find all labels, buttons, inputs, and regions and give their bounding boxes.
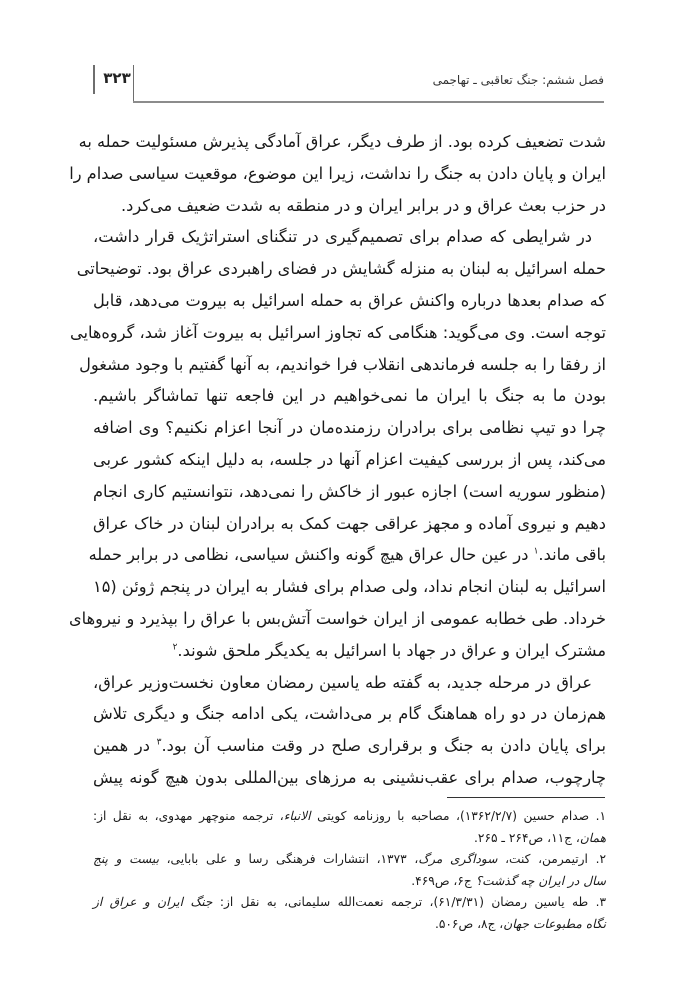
text-segment: در همین [93, 736, 157, 756]
text-line: چرا دو تیپ نظامی برای برادران رزمنده‌مان در آنجا اعزام نکنیم؟ وی اضافه [93, 418, 606, 438]
text-segment: مشترک ایران و عراق در جهاد با اسرائیل به یکدیگر ملحق شوند. [177, 640, 606, 660]
text-line [88, 539, 606, 571]
fn-text: ۲. ارتیمرمن، کنت، [497, 852, 606, 867]
text-line: اسرائیل به لبنان انجام نداد، ولی صدام برای فشار به ایران در پنجم ژوئن (۱۵ [93, 577, 606, 597]
fn-text: ج۶، ص۴۶۹. [411, 873, 476, 888]
fn-text: ، ج۸، ص۵۰۶. [434, 916, 504, 931]
fn-italic-title: همان [579, 830, 606, 845]
text-segment: باقی ماند. [538, 545, 606, 565]
text-line: توجه است. وی می‌گوید: هنگامی که تجاوز اسرائیل به بیروت آغاز شد، گروه‌هایی [69, 322, 606, 342]
fn-text: ۱. صدام حسین (۱۳۶۲/۲/۷)، مصاحبه با روزنامه کویتی [310, 809, 606, 823]
footnote-1-line-2 [93, 828, 606, 850]
text-line: هم‌زمان در دو راه هماهنگ گام بر می‌داشت، یکی ادامه جنگ و دیگری تلاش [93, 704, 606, 724]
header-left-bar [93, 65, 95, 94]
footnote-ref-3[interactable]: ۳ [156, 737, 162, 748]
text-line: در حزب بعث عراق و در برابر ایران و در منطقه به شدت ضعیف می‌کرد. [120, 195, 606, 215]
body-text [69, 126, 606, 794]
text-line [93, 635, 606, 667]
text-line: شدت تضعیف کرده بود. از طرف دیگر، عراق آمادگی پذیرش مسئولیت حمله به [78, 132, 606, 151]
text-segment: برای پایان دادن به جنگ و برقراری صلح در وقت مناسب آن بود. [161, 736, 606, 756]
fn-text: ، ترجمه منوچهر مهدوی، به نقل از: [93, 809, 284, 823]
footnote-separator [447, 797, 605, 798]
fn-text: ۳. طه یاسین رمضان (۶۱/۳/۳۱)، ترجمه نعمت‌الله سلیمانی، به نقل از: [212, 895, 607, 910]
text-line: (منظور سوریه است) اجازه عبور از خاکش را نمی‌دهد، نتوانستیم کاری انجام [93, 481, 606, 501]
footnote-3-line-1 [93, 892, 606, 914]
text-line: که صدام بعدها درباره واکنش عراق به حمله اسرائیل به بیروت می‌دهد، قابل [93, 290, 606, 310]
text-line: از رفقا را به جلسه فرماندهی انقلاب فرا خواندیم، به آنها گفتیم با وجود مشغول [79, 354, 606, 374]
chapter-title: فصل ششم: جنگ تعاقبی ـ تهاجمی [432, 73, 604, 87]
footnote-3-line-2 [93, 914, 606, 936]
fn-italic-title: بیست و پنج [93, 852, 159, 867]
footnote-1-line-1 [93, 806, 606, 828]
fn-text: ، ۱۳۷۳، انتشارات فرهنگی رسا و علی بابایی، [159, 852, 419, 867]
fn-italic-title: الانباء [283, 809, 311, 823]
text-line [93, 730, 606, 762]
paragraph-start-line: عراق در مرحله جدید، به گفته طه یاسین رمضان معاون نخست‌وزیر عراق، [93, 672, 592, 692]
text-segment: در عین حال عراق هیچ گونه واکنش سیاسی، نظامی در برابر حمله [88, 545, 534, 565]
page-number: ۳۲۳ [103, 69, 131, 87]
fn-italic-title: سوداگری مرگ [418, 852, 498, 867]
footnote-2-line-1 [93, 849, 606, 871]
text-line: چارچوب، صدام برای عقب‌نشینی به مرزهای بین‌المللی بدون هیچ گونه پیش [93, 767, 606, 787]
text-line: دهیم و نیروی آماده و مجهز عراقی جهت کمک به برادران لبنان در خاک عراق [93, 513, 606, 533]
fn-italic-title: سال در ایران چه گذشت؟ [475, 873, 606, 888]
footnotes [93, 806, 606, 936]
text-line: ایران و پایان دادن به جنگ را نداشت، زیرا این موضوع، موقعیت سیاسی صدام را [69, 163, 606, 183]
header-divider [133, 65, 134, 102]
running-header [93, 65, 606, 103]
paragraph-start-line: در شرایطی که صدام برای تصمیم‌گیری در تنگنای استراتژیک قرار داشت، [93, 227, 592, 247]
header-rule [133, 101, 604, 103]
fn-italic-title: جنگ ایران و عراق از [93, 895, 213, 910]
footnote-2-line-2 [93, 871, 606, 893]
fn-italic-title: نگاه مطبوعات جهان [503, 916, 606, 931]
fn-text: ، ج۱۱، ص۲۶۴ ـ ۲۶۵. [474, 830, 580, 845]
text-line: بودن ما به جنگ با ایران ما نمی‌خواهیم در این فاجعه تنها تماشاگر باشیم. [93, 386, 606, 406]
text-line: خرداد. طی خطابه عمومی از ایران خواست آتش‌بس با عراق را بپذیرد و نیروهای [69, 608, 606, 628]
footnote-ref-2[interactable]: ۲ [172, 642, 178, 653]
footnote-ref-1[interactable]: ۱ [533, 546, 539, 557]
text-line: می‌کند، پس از بررسی کیفیت اعزام آنها در جلسه، به دلیل اینکه کشور عربی [93, 449, 606, 469]
text-line: حمله اسرائیل به لبنان به منزله گشایش در فضای راهبردی عراق بود. توضیحاتی [76, 259, 606, 279]
